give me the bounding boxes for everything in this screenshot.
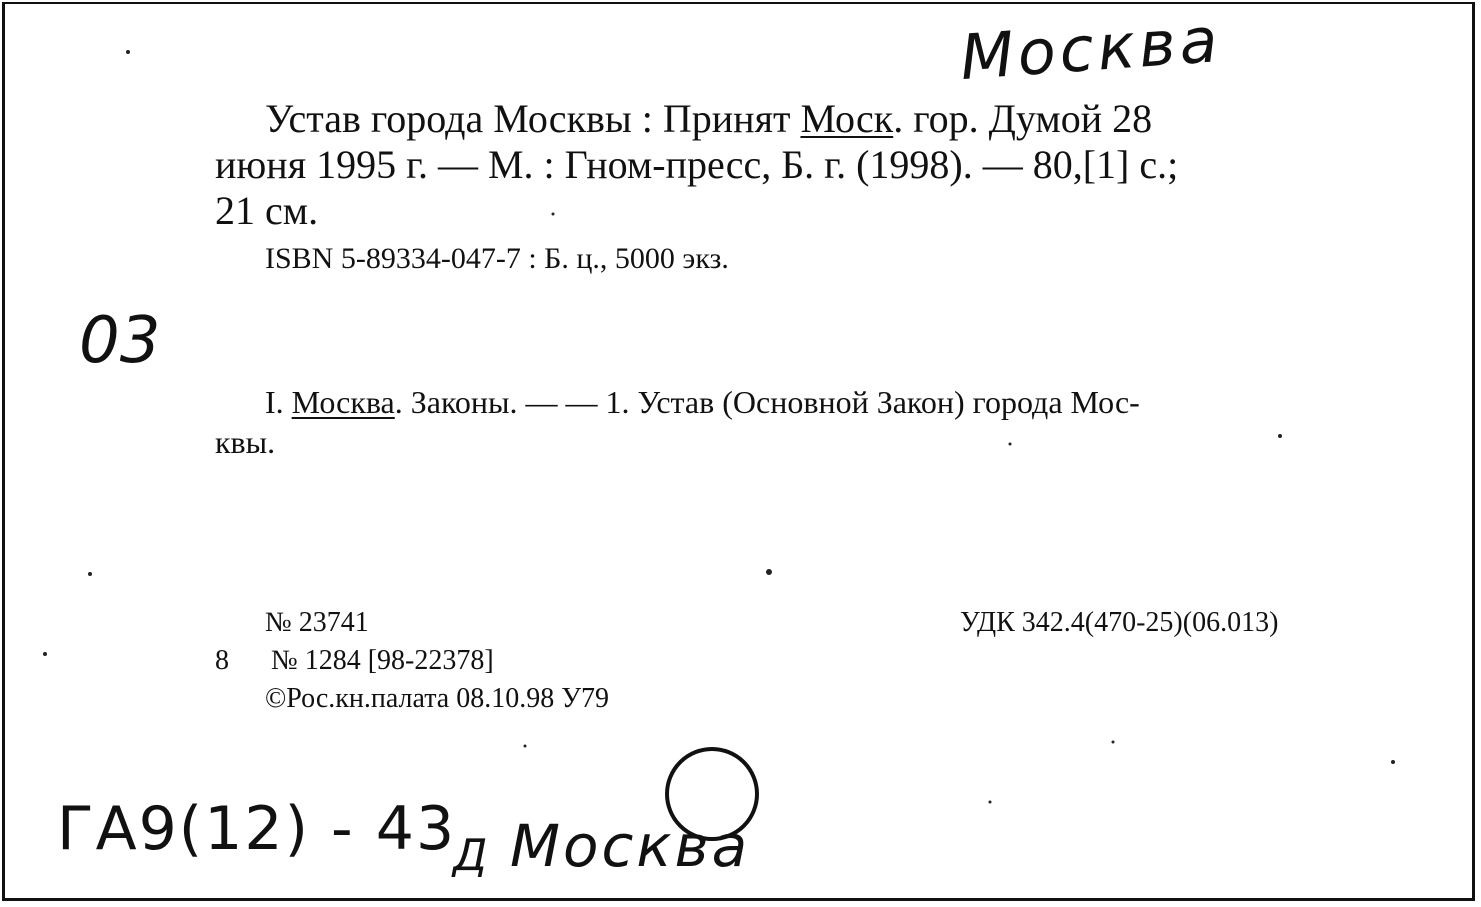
footer-copyright: ©Рос.кн.палата 08.10.98 У79 [265, 683, 610, 714]
footer-line-prefix: 8 [215, 645, 229, 676]
scan-specks [5, 4, 1475, 899]
entry-title: Устав города Москвы : Принят [265, 96, 801, 141]
handwritten-city-top: Москва [957, 2, 1224, 95]
entry-title-rest: . гор. Думой 28 [893, 96, 1153, 141]
handwritten-shelf-code: ГА9(12) - 43 [57, 794, 457, 864]
handwritten-city-bottom: Москва [510, 812, 751, 880]
footer-number-1: № 23741 [265, 607, 369, 638]
entry-underlined-word: Моск [800, 96, 894, 141]
footer-udk: УДК 342.4(470-25)(06.013) [960, 607, 1279, 638]
entry-isbn: ISBN 5-89334-047-7 : Б. ц., 5000 экз. [265, 242, 729, 275]
catalog-card [2, 2, 1475, 901]
subject-line-2: квы. [215, 424, 276, 460]
subject-rest: . Законы. — — 1. Устав (Основной Закон) города Мос- [394, 384, 1140, 420]
subject-underlined-word: Москва [291, 384, 395, 420]
handwritten-margin-mark: 03 [79, 304, 161, 378]
entry-line-3: 21 см. [215, 188, 319, 233]
entry-line-2: июня 1995 г. — М. : Гном-пресс, Б. г. (1998). — 80,[1] с.; [215, 142, 1179, 187]
handwritten-bottom-mark: Д [453, 830, 488, 881]
footer-number-2: № 1284 [98-22378] [271, 645, 494, 676]
subject-prefix: I. [265, 384, 292, 420]
